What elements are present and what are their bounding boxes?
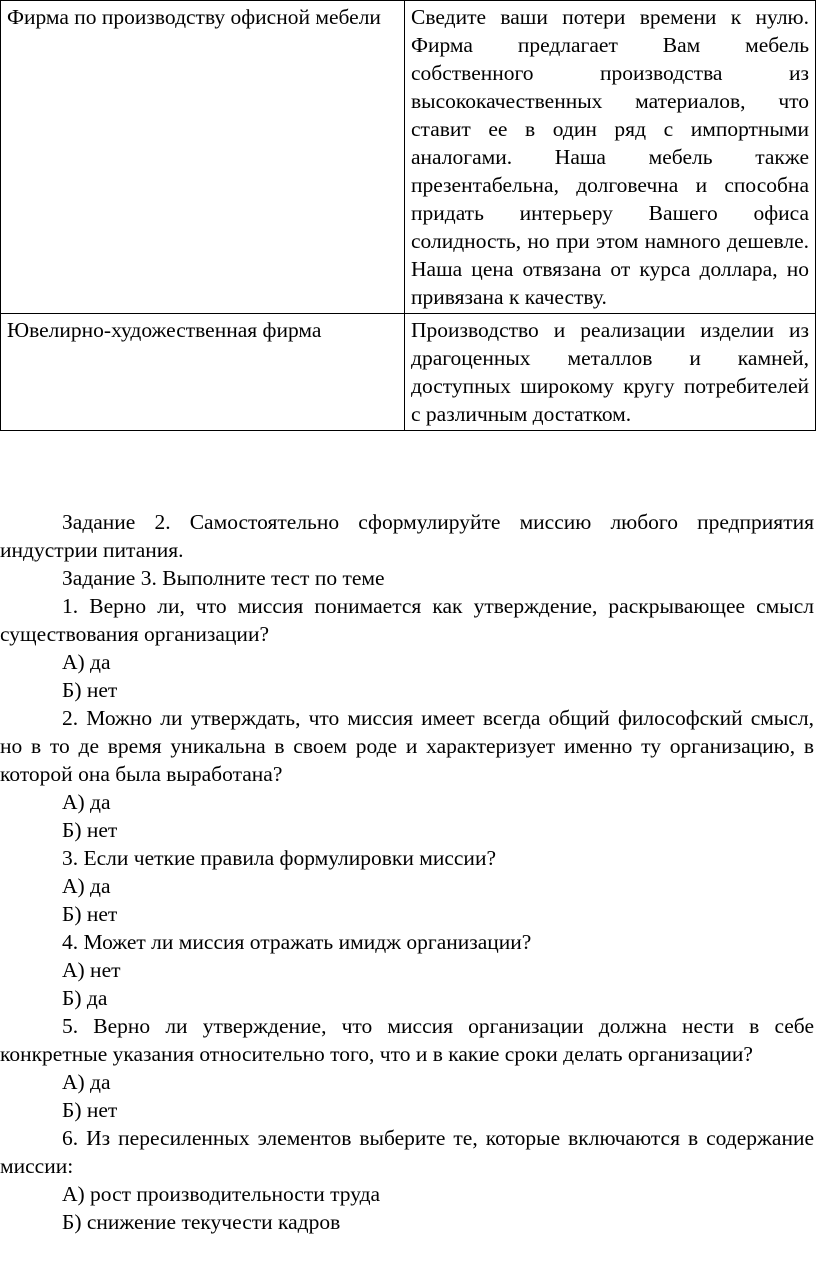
mission-examples-table — [0, 0, 816, 431]
answer-option: А) да — [62, 650, 111, 674]
answer-option: А) нет — [62, 958, 121, 982]
answer-option: Б) снижение текучести кадров — [62, 1210, 341, 1234]
task-3-heading: Задание 3. Выполните тест по теме — [62, 566, 385, 590]
answer-option: А) да — [62, 874, 111, 898]
answer-option: А) да — [62, 1070, 111, 1094]
answer-option: Б) нет — [62, 818, 118, 842]
table-row — [1, 314, 816, 431]
mission-text-cell: Производство и реализации изделии из драгоценных металлов и камней, доступных широкому кругу потребителей с различным достатком. — [405, 314, 816, 431]
table-row — [1, 1, 816, 314]
question-1: 1. Верно ли, что миссия понимается как утверждение, раскрывающее смысл существования организации? — [0, 594, 814, 646]
answer-option: А) да — [62, 790, 111, 814]
company-type-cell: Фирма по производству офисной мебели — [1, 1, 405, 314]
company-type-cell: Ювелирно-художественная фирма — [1, 314, 405, 431]
answer-option: А) рост производительности труда — [62, 1182, 381, 1206]
answer-option: Б) да — [62, 986, 108, 1010]
question-5: 5. Верно ли утверждение, что миссия организации должна нести в себе конкретные указания относительно того, что и в какие сроки делать организации? — [0, 1014, 814, 1066]
question-6: 6. Из пересиленных элементов выберите те, которые включаются в содержание миссии: — [0, 1126, 814, 1178]
task-2-paragraph: Задание 2. Самостоятельно сформулируйте миссию любого предприятия индустрии питания. — [0, 510, 814, 562]
answer-option: Б) нет — [62, 902, 118, 926]
tasks-section — [0, 508, 814, 1236]
question-3: 3. Если четкие правила формулировки миссии? — [62, 846, 496, 870]
answer-option: Б) нет — [62, 1098, 118, 1122]
mission-text-cell: Сведите ваши потери времени к нулю. Фирма предлагает Вам мебель собственного производства из высококачественных материалов, что ставит ее в один ряд с импортными аналогами. Наша мебель также презентабельна, долговечна и способна придать интерьеру Вашего офиса солидность, но при этом намного дешевле. Наша цена отвязана от курса доллара, но привязана к качеству. — [405, 1, 816, 314]
answer-option: Б) нет — [62, 678, 118, 702]
question-4: 4. Может ли миссия отражать имидж организации? — [62, 930, 532, 954]
question-2: 2. Можно ли утверждать, что миссия имеет всегда общий философский смысл, но в то де время уникальна в своем роде и характеризует именно ту организацию, в которой она была выработана? — [0, 706, 814, 786]
